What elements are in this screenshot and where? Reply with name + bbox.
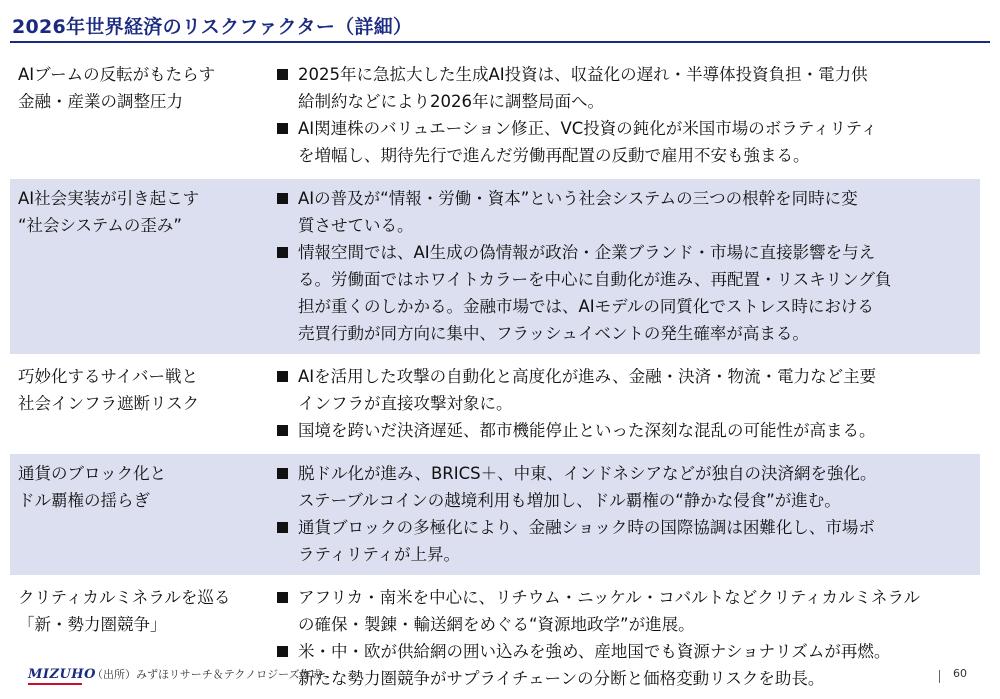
- risk-label-line: 巧妙化するサイバー戦と: [18, 367, 199, 386]
- risk-label-line: “社会システムの歪み”: [18, 216, 182, 235]
- bullet-text-line: インフラが直接攻撃対象に。: [298, 394, 513, 413]
- title-divider: [10, 41, 990, 43]
- bullet-text-line: AIを活用した攻撃の自動化と高度化が進み、金融・決済・物流・電力など主要: [298, 367, 877, 386]
- bullet-text-line: 売買行動が同方向に集中、フラッシュイベントの発生確率が高まる。: [298, 324, 809, 343]
- bullet-text-line: 米・中・欧が供給網の囲い込みを強め、産地国でも資源ナショナリズムが再燃。: [298, 642, 891, 661]
- bullet-text-line: ラティリティが上昇。: [298, 545, 461, 564]
- bullet-text: [298, 460, 976, 514]
- bullet-text: [298, 584, 976, 638]
- risk-label-line: 金融・産業の調整圧力: [18, 92, 183, 111]
- bullet-text-line: 担が重くのしかかる。金融市場では、AIモデルの同質化でストレス時における: [298, 297, 874, 316]
- source-note: （出所）みずほリサーチ＆テクノロジーズ作成: [92, 668, 322, 681]
- bullet-text-line: アフリカ・南米を中心に、リチウム・ニッケル・コバルトなどクリティカルミネラル: [298, 588, 921, 607]
- bullet-text-line: AI関連株のバリュエーション修正、VC投資の鈍化が米国市場のボラティリティ: [298, 119, 878, 138]
- bullet-text: [298, 417, 976, 444]
- square-bullet-icon: [275, 115, 298, 169]
- risk-detail: [275, 61, 980, 169]
- risk-detail: [275, 460, 980, 568]
- bullet-text: [298, 239, 976, 347]
- square-bullet-icon: [275, 185, 298, 239]
- bullet-text-line: 情報空間では、AI生成の偽情報が政治・企業ブランド・市場に直接影響を与え: [298, 243, 876, 262]
- bullet-item: [275, 115, 976, 169]
- bullet-text-line: る。労働面ではホワイトカラーを中心に自動化が進み、再配置・リスキリング負: [298, 270, 892, 289]
- page-title: 2026年世界経済のリスクファクター（詳細）: [12, 16, 413, 38]
- risk-detail: [275, 185, 980, 347]
- risk-label-line: AIブームの反転がもたらす: [18, 65, 216, 84]
- bullet-text-line: 通貨ブロックの多極化により、金融ショック時の国際協調は困難化し、市場ボ: [298, 518, 875, 537]
- risk-label: [10, 460, 275, 568]
- bullet-item: [275, 239, 976, 347]
- bullet-text-line: 給制約などにより2026年に調整局面へ。: [298, 92, 604, 111]
- risk-label-line: ドル覇権の揺らぎ: [18, 491, 150, 510]
- square-bullet-icon: [275, 514, 298, 568]
- square-bullet-icon: [275, 61, 298, 115]
- footer: [0, 660, 1000, 691]
- page-number-divider: [939, 670, 940, 683]
- risk-table: [10, 55, 980, 699]
- bullet-item: [275, 584, 976, 638]
- risk-label-line: AI社会実装が引き起こす: [18, 189, 200, 208]
- bullet-text-line: 質させている。: [298, 216, 414, 235]
- risk-label-line: 「新・勢力圏競争」: [18, 615, 167, 634]
- risk-label: [10, 363, 275, 444]
- risk-label: [10, 61, 275, 169]
- risk-row: [10, 55, 980, 176]
- bullet-text: [298, 363, 976, 417]
- logo-accent-line: [28, 683, 82, 685]
- bullet-text: [298, 514, 976, 568]
- risk-row: [10, 454, 980, 575]
- bullet-text: [298, 115, 976, 169]
- risk-detail: [275, 363, 980, 444]
- bullet-text-line: ステーブルコインの越境利用も増加し、ドル覇権の“静かな侵食”が進む。: [298, 491, 841, 510]
- square-bullet-icon: [275, 239, 298, 347]
- bullet-text-line: 脱ドル化が進み、BRICS＋、中東、インドネシアなどが独自の決済網を強化。: [298, 464, 877, 483]
- bullet-text-line: を増幅し、期待先行で進んだ労働再配置の反動で雇用不安も強まる。: [298, 146, 810, 165]
- risk-label: [10, 185, 275, 347]
- bullet-text-line: 新たな勢力圏競争がサプライチェーンの分断と価格変動リスクを助長。: [298, 669, 825, 688]
- bullet-text-line: AIの普及が“情報・労働・資本”という社会システムの三つの根幹を同時に変: [298, 189, 858, 208]
- page-number: 60: [953, 667, 967, 680]
- risk-row: [10, 179, 980, 354]
- bullet-text-line: 国境を跨いだ決済遅延、都市機能停止といった深刻な混乱の可能性が高まる。: [298, 421, 876, 440]
- bullet-item: [275, 417, 976, 444]
- risk-row: [10, 357, 980, 451]
- bullet-item: [275, 61, 976, 115]
- bullet-item: [275, 185, 976, 239]
- bullet-text-line: 2025年に急拡大した生成AI投資は、収益化の遅れ・半導体投資負担・電力供: [298, 65, 868, 84]
- square-bullet-icon: [275, 584, 298, 638]
- bullet-text-line: の確保・製錬・輸送網をめぐる“資源地政学”が進展。: [298, 615, 695, 634]
- bullet-item: [275, 363, 976, 417]
- risk-label-line: 通貨のブロック化と: [18, 464, 167, 483]
- square-bullet-icon: [275, 417, 298, 444]
- mizuho-logo: MIZUHO: [28, 667, 96, 682]
- bullet-item: [275, 514, 976, 568]
- risk-label-line: クリティカルミネラルを巡る: [18, 588, 231, 607]
- bullet-text: [298, 61, 976, 115]
- square-bullet-icon: [275, 460, 298, 514]
- risk-label-line: 社会インフラ遮断リスク: [18, 394, 200, 413]
- square-bullet-icon: [275, 363, 298, 417]
- bullet-text: [298, 185, 976, 239]
- bullet-item: [275, 460, 976, 514]
